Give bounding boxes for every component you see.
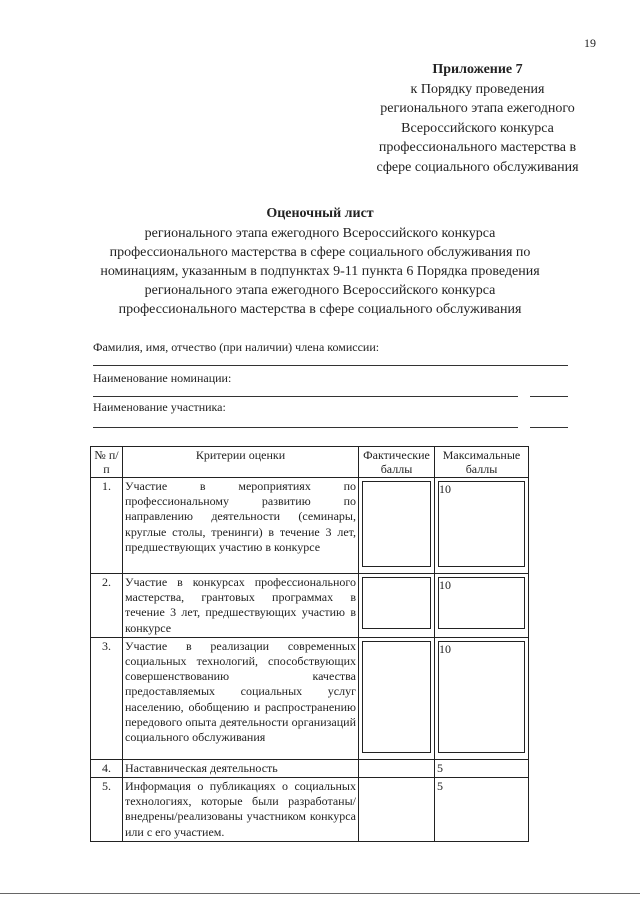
- appendix-line: профессионального мастерства в: [378, 140, 577, 155]
- nomination-label: Наименование номинации:: [93, 371, 232, 385]
- actual-score-cell[interactable]: [359, 637, 435, 759]
- row-criterion: Участие в конкурсах профессионального мастерства, грантовых программах в течение 3 лет, предшествующих участию в конкурсе: [123, 574, 359, 638]
- actual-score-cell[interactable]: [359, 759, 435, 777]
- header-max: Максимальные баллы: [435, 447, 529, 478]
- appendix-line: сфере социального обслуживания: [376, 159, 579, 175]
- max-score-value: 10: [438, 641, 525, 753]
- row-num: 5.: [91, 778, 123, 842]
- actual-score-box[interactable]: [362, 641, 431, 753]
- appendix-block: [355, 60, 600, 177]
- criteria-table: [90, 446, 529, 842]
- subtitle-line: номинациям, указанным в подпунктах 9-11 пункта 6 Порядка проведения: [100, 264, 540, 279]
- subtitle-line: профессионального мастерства в сфере социального обслуживания: [118, 302, 522, 317]
- table-row: [91, 478, 529, 574]
- actual-score-box[interactable]: [362, 481, 431, 567]
- page-bottom-edge: [0, 893, 640, 894]
- row-num: 4.: [91, 759, 123, 777]
- row-num: 1.: [91, 478, 123, 574]
- table-row: [91, 637, 529, 759]
- sheet-subtitle: [95, 224, 545, 319]
- member-name-label: Фамилия, имя, отчество (при наличии) члена комиссии:: [93, 340, 380, 354]
- header-num: № п/п: [91, 447, 123, 478]
- appendix-title: Приложение 7: [432, 62, 523, 77]
- actual-score-cell[interactable]: [359, 778, 435, 842]
- row-criterion: Информация о публикациях о социальных технологиях, которые были разработаны/внедрены/реализованы участником конкурса или с его участием.: [123, 778, 359, 842]
- page-number: 19: [584, 36, 596, 50]
- row-num: 3.: [91, 637, 123, 759]
- sheet-title: Оценочный лист: [266, 206, 374, 221]
- appendix-line: регионального этапа ежегодного: [380, 101, 575, 116]
- max-score-value: 5: [435, 759, 529, 777]
- row-criterion: Участие в реализации современных социальных технологий, способствующих совершенствованию качества предоставляемых социальных услуг населению, обобщению и распространению передового опыта деятельности организаций социального обслуживания: [123, 637, 359, 759]
- header-criteria: Критерии оценки: [123, 447, 359, 478]
- appendix-line: к Порядку проведения: [410, 81, 545, 97]
- member-name-line[interactable]: [93, 365, 568, 366]
- row-criterion: Участие в мероприятиях по профессиональному развитию по направлению деятельности (семинары, круглые столы, тренинги) в течение 3 лет, предшествующих участию в конкурсе: [123, 478, 359, 574]
- actual-score-box[interactable]: [362, 577, 431, 629]
- nomination-line[interactable]: [93, 396, 518, 397]
- max-score-value: 5: [435, 778, 529, 842]
- max-score-value: 10: [438, 481, 525, 567]
- subtitle-line: профессионального мастерства в сфере социального обслуживания по: [109, 245, 531, 260]
- participant-line[interactable]: [93, 427, 518, 428]
- table-row: [91, 778, 529, 842]
- subtitle-line: регионального этапа ежегодного Всероссийского конкурса: [144, 283, 496, 298]
- table-header-row: [91, 447, 529, 478]
- subtitle-line: регионального этапа ежегодного Всероссийского конкурса: [144, 226, 496, 241]
- row-num: 2.: [91, 574, 123, 638]
- table-row: [91, 759, 529, 777]
- max-score-value: 10: [438, 577, 525, 629]
- row-criterion: Наставническая деятельность: [123, 759, 359, 777]
- nomination-line-tail: [530, 396, 568, 397]
- max-score-cell: [435, 478, 529, 574]
- table-row: [91, 574, 529, 638]
- max-score-cell: [435, 574, 529, 638]
- appendix-line: Всероссийского конкурса: [401, 120, 554, 136]
- actual-score-cell[interactable]: [359, 574, 435, 638]
- participant-line-tail: [530, 427, 568, 428]
- participant-label: Наименование участника:: [93, 400, 226, 414]
- actual-score-cell[interactable]: [359, 478, 435, 574]
- header-actual: Фактические баллы: [359, 447, 435, 478]
- max-score-cell: [435, 637, 529, 759]
